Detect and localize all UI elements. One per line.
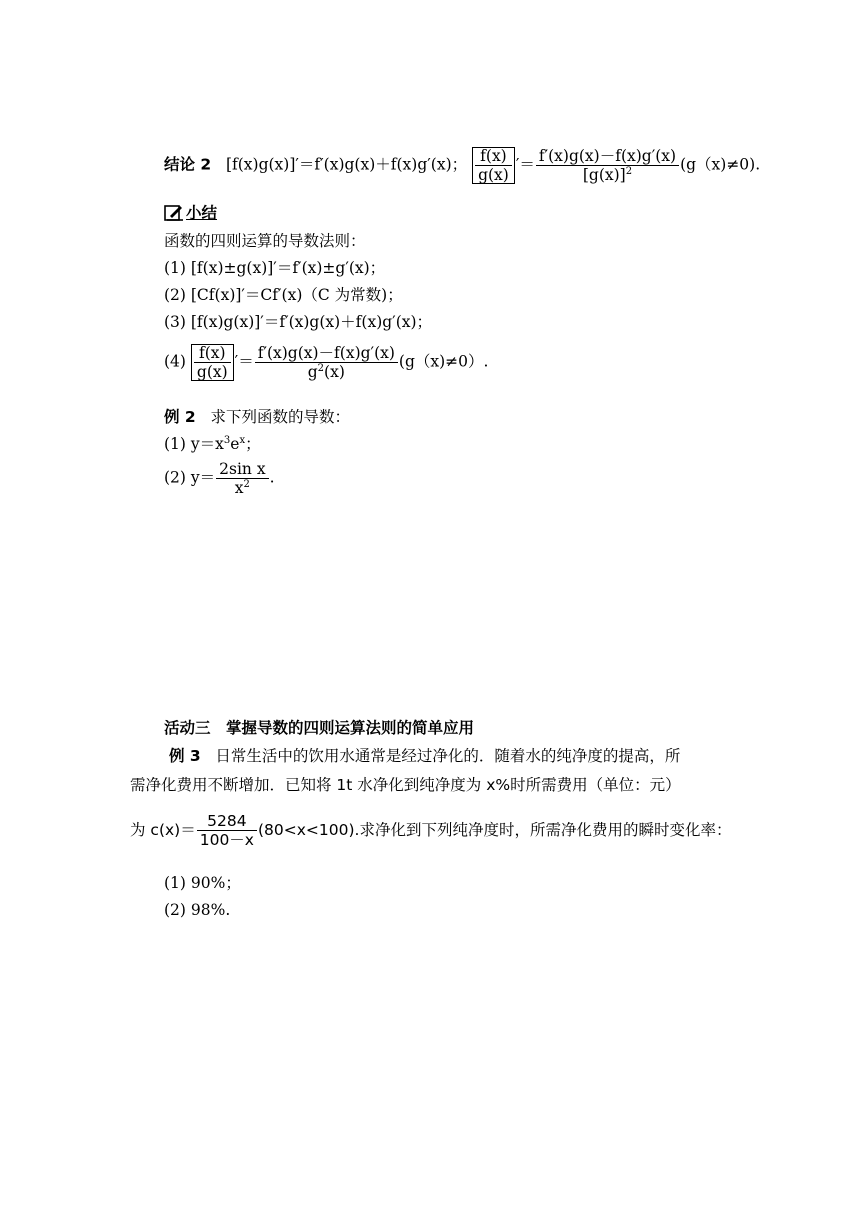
rule-4: (4) $\frac{f(x)}{g(x)}$ ′＝ $\frac{f'(x)g(x)-f(x)g'(x)}{g^2(x)}$ (g（x)≠0）. <box>164 344 489 381</box>
rule-1: (1) [f(x)±g(x)]′＝f′(x)±g′(x)； <box>164 259 386 277</box>
cost-fraction: $\frac{5284}{100-x}$ <box>197 812 257 849</box>
example-2-heading: 例 2 求下列函数的导数： <box>164 408 350 426</box>
pencil-note-icon <box>164 204 184 222</box>
summary-intro: 函数的四则运算的导数法则： <box>164 232 366 250</box>
rule-3: (3) [f(x)g(x)]′＝f′(x)g(x)＋f(x)g′(x)； <box>164 313 433 331</box>
rule-2: (2) [Cf(x)]′＝Cf′(x)（C 为常数)； <box>164 286 403 304</box>
summary-tag <box>164 203 217 227</box>
example-2-fraction: $\frac{\text{2sin x}}{x^2}$ <box>216 460 268 497</box>
activity-3-title: 活动三 掌握导数的四则运算法则的简单应用 <box>164 719 475 737</box>
example-3-line-2: 需净化费用不断增加．已知将 1t 水净化到纯净度为 x%时所需费用（单位：元） <box>130 776 681 794</box>
example-3-q2: (2) 98%. <box>164 901 231 919</box>
example-3-q1: (1) 90%； <box>164 874 241 892</box>
quotient-bracket: $\frac{f(x)}{g(x)}$ <box>472 147 515 184</box>
rule-4-rhs-fraction: $\frac{f'(x)g(x)-f(x)g'(x)}{g^2(x)}$ <box>255 344 398 381</box>
example-2-part-2: (2) y＝ $\frac{\text{2sin x}}{x^2}$ . <box>164 460 275 497</box>
example-3-line-3: 为 c(x)＝ $\frac{5284}{100-x}$ (80<x<100).求净化到下列纯净度时，所需净化费用的瞬时变化率： <box>130 812 732 849</box>
conclusion-2: 结论 2 [f(x)g(x)]′＝f′(x)g(x)＋f(x)g′(x)； $\frac{f(x)}{g(x)}$ ′＝ $\frac{f'(x)g(x)-f(x)g'(x)}{[g(x)]^2}$ (g（x)≠0). <box>164 147 761 184</box>
example-3-line-1: 例 3 日常生活中的饮用水通常是经过净化的．随着水的纯净度的提高，所 <box>168 747 681 765</box>
quotient-condition: (g（x)≠0). <box>680 155 761 174</box>
quotient-rhs-fraction: $\frac{f'(x)g(x)-f(x)g'(x)}{[g(x)]^2}$ <box>536 147 679 184</box>
rule-4-condition: (g（x)≠0）. <box>398 352 489 371</box>
summary-tag-label: 小结 <box>186 204 218 222</box>
conclusion-label: 结论 2 <box>164 155 212 174</box>
example-2-part-1: (1) $y=x^3e^x$； <box>164 435 261 453</box>
rule-4-bracket: $\frac{f(x)}{g(x)}$ <box>191 344 234 381</box>
product-rule: [f(x)g(x)]′＝f′(x)g(x)＋f(x)g′(x)； <box>225 155 468 174</box>
